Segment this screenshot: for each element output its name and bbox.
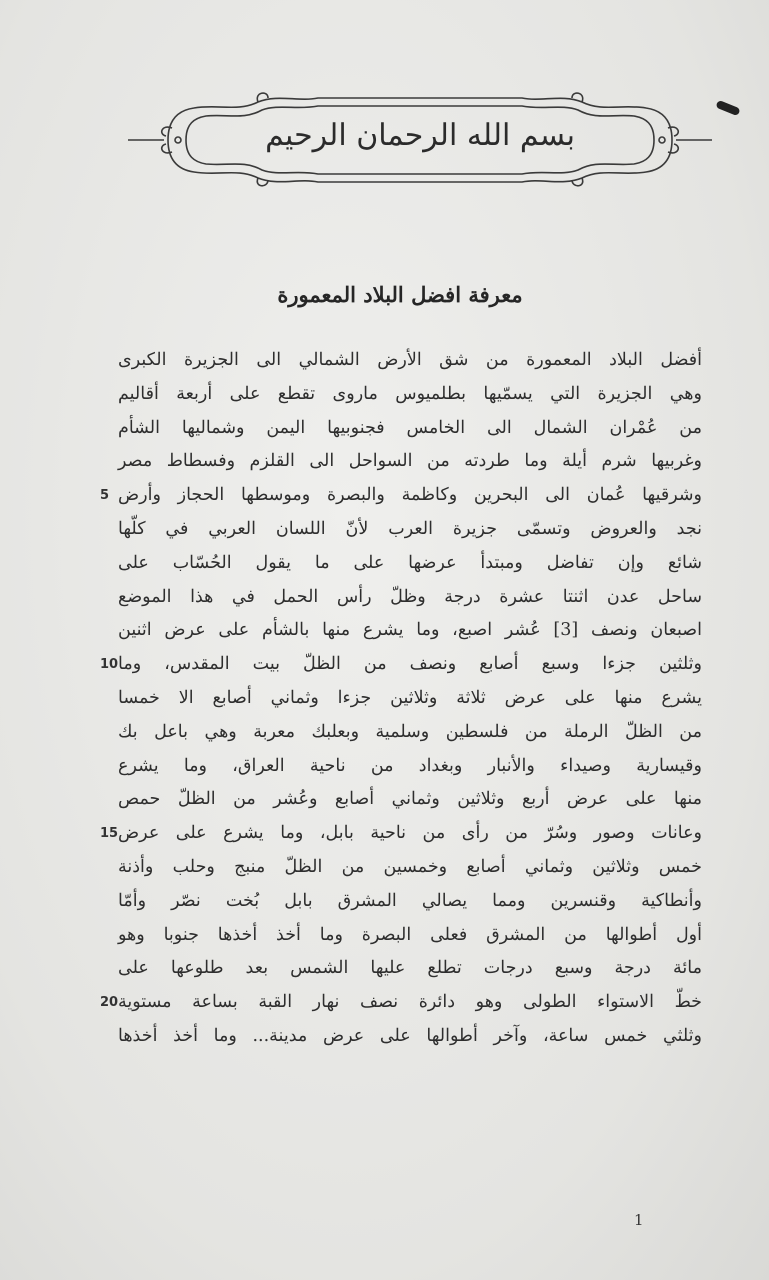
text-line bbox=[100, 817, 702, 851]
text-line bbox=[118, 783, 702, 817]
text-line bbox=[118, 952, 702, 986]
text-line bbox=[118, 344, 702, 378]
line-text: نجد والعروض وتسمّى جزيرة العرب لأنّ اللسان العربي في كلّها bbox=[118, 518, 702, 539]
line-text: يشرع منها على عرض ثلاثة وثلاثين جزءا وثماني أصابع الا خمسا bbox=[118, 687, 702, 708]
text-line bbox=[118, 445, 702, 479]
ink-mark bbox=[715, 100, 740, 116]
text-line bbox=[118, 885, 702, 919]
text-line bbox=[100, 986, 702, 1020]
line-text: أفضل البلاد المعمورة من شق الأرض الشمالي الى الجزيرة الكبرى bbox=[118, 350, 702, 370]
line-text: أول أطوالها من المشرق فعلى البصرة وما أخذ أخذها جنوبا وهو bbox=[118, 924, 702, 945]
line-text: وأنطاكية وقنسرين ومما يصالي المشرق بابل بُخت نصّر وأمّا bbox=[118, 890, 702, 911]
text-line bbox=[118, 412, 702, 446]
text-line bbox=[100, 479, 702, 513]
line-text: من الظلّ الرملة من فلسطين وسلمية وبعلبك معربة وهي باعل بك bbox=[118, 721, 702, 742]
text-line bbox=[118, 682, 702, 716]
text-line bbox=[118, 581, 702, 615]
line-text: وهي الجزيرة التي يسمّيها بطلميوس ماروى تقطع على أربعة أقاليم bbox=[118, 383, 702, 404]
line-text: ساحل عدن اثنتا عشرة درجة وظلّ رأس الحمل في هذا الموضع bbox=[118, 586, 702, 607]
text-line bbox=[118, 513, 702, 547]
text-line bbox=[118, 919, 702, 953]
line-number: 10 bbox=[100, 657, 119, 673]
line-text: وقيسارية وصيداء والأنبار وبغداد من ناحية العراق، وما يشرع bbox=[118, 755, 702, 776]
text-line bbox=[118, 716, 702, 750]
text-line bbox=[100, 648, 702, 682]
line-text: وعانات وصور وسُرّ من رأى من ناحية بابل، وما يشرع على عرض bbox=[118, 823, 702, 844]
line-text: شائع وإن تفاضل ومبتدأ عرضها على ما يقول الحُسّاب على bbox=[118, 552, 702, 573]
line-text: وثلثي خمس ساعة، وآخر أطوالها على عرض مدينة... وما أخذ أخذها bbox=[118, 1025, 702, 1046]
body-text bbox=[100, 344, 702, 1054]
text-line bbox=[118, 547, 702, 581]
section-heading: معرفة افضل البلاد المعمورة bbox=[277, 282, 523, 307]
ornamental-header-frame bbox=[128, 88, 712, 188]
line-text: خمس وثلاثين وثماني أصابع وخمسين من الظلّ منبج وحلب وأذنة bbox=[118, 856, 702, 877]
text-line bbox=[118, 851, 702, 885]
text-line bbox=[118, 1020, 702, 1054]
line-text: من عُمْران الشمال الى الخامس فجنوبيها اليمن وشماليها الشأم bbox=[118, 417, 702, 438]
text-line bbox=[118, 614, 702, 648]
line-text: اصبعان ونصف [3] عُشر اصبع، وما يشرع منها بالشأم على عرض اثنين bbox=[118, 620, 702, 641]
line-text: وشرقيها عُمان الى البحرين وكاظمة والبصرة وموسطها الحجاز وأرض bbox=[118, 485, 702, 506]
text-line bbox=[118, 750, 702, 784]
line-number: 5 bbox=[100, 488, 110, 504]
line-text: خطّ الاستواء الطولى وهو دائرة نصف نهار القبة بساعة مستوية bbox=[118, 992, 702, 1013]
line-text: وغربيها شرم أيلة وما طردته من السواحل الى القلزم وفسطاط مصر bbox=[118, 451, 702, 472]
line-text: منها على عرض أربع وثلاثين وثماني أصابع وعُشر من الظلّ حمص bbox=[118, 789, 702, 810]
line-text: وثلثين جزءا وسبع أصابع ونصف من الظلّ بيت المقدس، وما bbox=[118, 654, 702, 675]
text-line bbox=[118, 378, 702, 412]
line-text: مائة درجة وسبع درجات تطلع عليها الشمس بعد طلوعها على bbox=[118, 958, 702, 979]
basmala-title: بسم الله الرحمان الرحيم bbox=[265, 118, 575, 153]
line-number: 15 bbox=[100, 826, 119, 842]
line-number: 20 bbox=[100, 995, 119, 1011]
page-number: 1 bbox=[634, 1211, 644, 1229]
